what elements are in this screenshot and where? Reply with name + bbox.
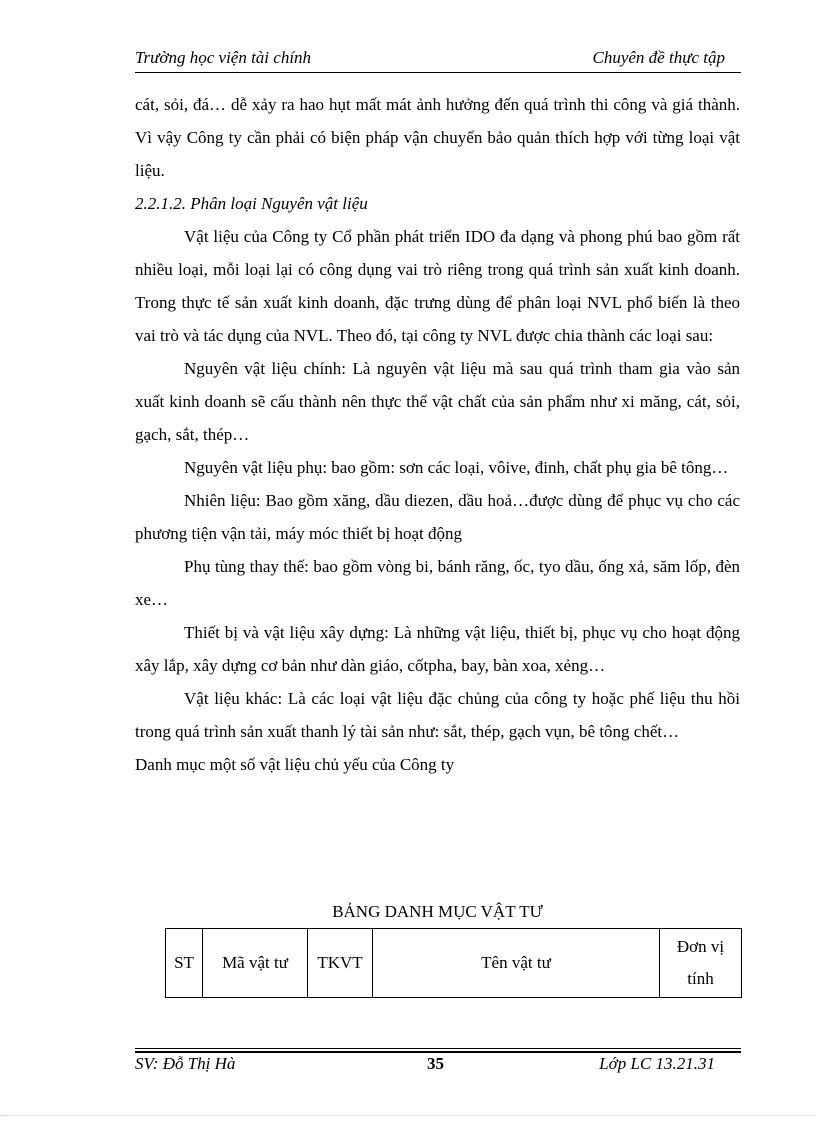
paragraph-spare-parts: Phụ tùng thay thế: bao gồm vòng bi, bánh răng, ốc, tyo dầu, ống xả, săm lốp, đèn xe…: [135, 557, 740, 609]
header-school: Trường học viện tài chính: [135, 48, 312, 67]
paragraph-auxiliary-materials: Nguyên vật liệu phụ: bao gồm: sơn các loại, vôive, đinh, chất phụ gia bê tông…: [184, 458, 729, 477]
body-text: [135, 88, 740, 781]
footer-rule-thin: [135, 1048, 741, 1049]
page-number: 35: [427, 1054, 444, 1073]
paragraph-fuel: Nhiên liệu: Bao gồm xăng, dầu diezen, dầu hoả…được dùng để phục vụ cho các phương tiện vận tải, máy móc thiết bị hoạt động: [135, 491, 740, 543]
col-header-material-code: Mã vật tư: [203, 929, 308, 998]
paragraph-intro: Vật liệu của Công ty Cổ phần phát triển IDO đa dạng và phong phú bao gồm rất nhiều loại, mỗi loại lại có công dụng vai trò riêng trong quá trình sản xuất kinh doanh. Trong thực tế sản xuất kinh doanh, đặc trưng dùng để phân loại NVL phổ biến là theo vai trò và tác dụng của NVL. Theo đó, tại công ty NVL được chia thành các loại sau:: [135, 227, 740, 345]
col-header-unit: [660, 929, 742, 998]
header-rule: [135, 72, 741, 73]
header-report-title: Chuyên đề thực tập: [592, 48, 725, 67]
paragraph-main-materials: Nguyên vật liệu chính: Là nguyên vật liệu mà sau quá trình tham gia vào sản xuất kinh doanh sẽ cấu thành nên thực thể vật chất của sản phẩm như xi măng, cát, sỏi, gạch, sắt, thép…: [135, 359, 740, 444]
col-header-account: TKVT: [308, 929, 373, 998]
paragraph-list-intro: Danh mục một số vật liệu chủ yếu của Công ty: [135, 755, 455, 774]
page-header: [135, 48, 741, 72]
table-header-row: [166, 929, 742, 998]
paragraph-other-materials: Vật liệu khác: Là các loại vật liệu đặc chủng của công ty hoặc phế liệu thu hồi trong quá trình sản xuất thanh lý tài sản như: sắt, thép, gạch vụn, bê tông chết…: [135, 689, 740, 741]
page-bottom-border: [0, 1115, 816, 1116]
footer-class: Lớp LC 13.21.31: [599, 1054, 715, 1073]
section-heading: 2.2.1.2. Phân loại Nguyên vật liệu: [135, 194, 368, 213]
unit-header-line2: tính: [687, 969, 714, 988]
materials-table: [165, 928, 742, 998]
unit-header-line1: Đơn vị: [676, 937, 725, 956]
paragraph-equipment: Thiết bị và vật liệu xây dựng: Là những vật liệu, thiết bị, phục vụ cho hoạt động xây lắp, xây dựng cơ bản như dàn giáo, cốtpha, bay, bàn xoa, xẻng…: [135, 623, 740, 675]
paragraph-continuation: cát, sỏi, đá… dễ xảy ra hao hụt mất mát ảnh hưởng đến quá trình thi công và giá thành. Vì vậy Công ty cần phải có biện pháp vận chuyển bảo quản thích hợp với từng loại vật liệu.: [135, 95, 740, 180]
page-footer: [135, 1054, 741, 1078]
footer-student: SV: Đỗ Thị Hà: [135, 1054, 236, 1073]
col-header-material-name: Tên vật tư: [373, 929, 660, 998]
table-title: BẢNG DANH MỤC VẬT TƯ: [332, 902, 543, 921]
col-header-stt: ST: [166, 929, 203, 998]
footer-rule-thick: [135, 1051, 741, 1053]
